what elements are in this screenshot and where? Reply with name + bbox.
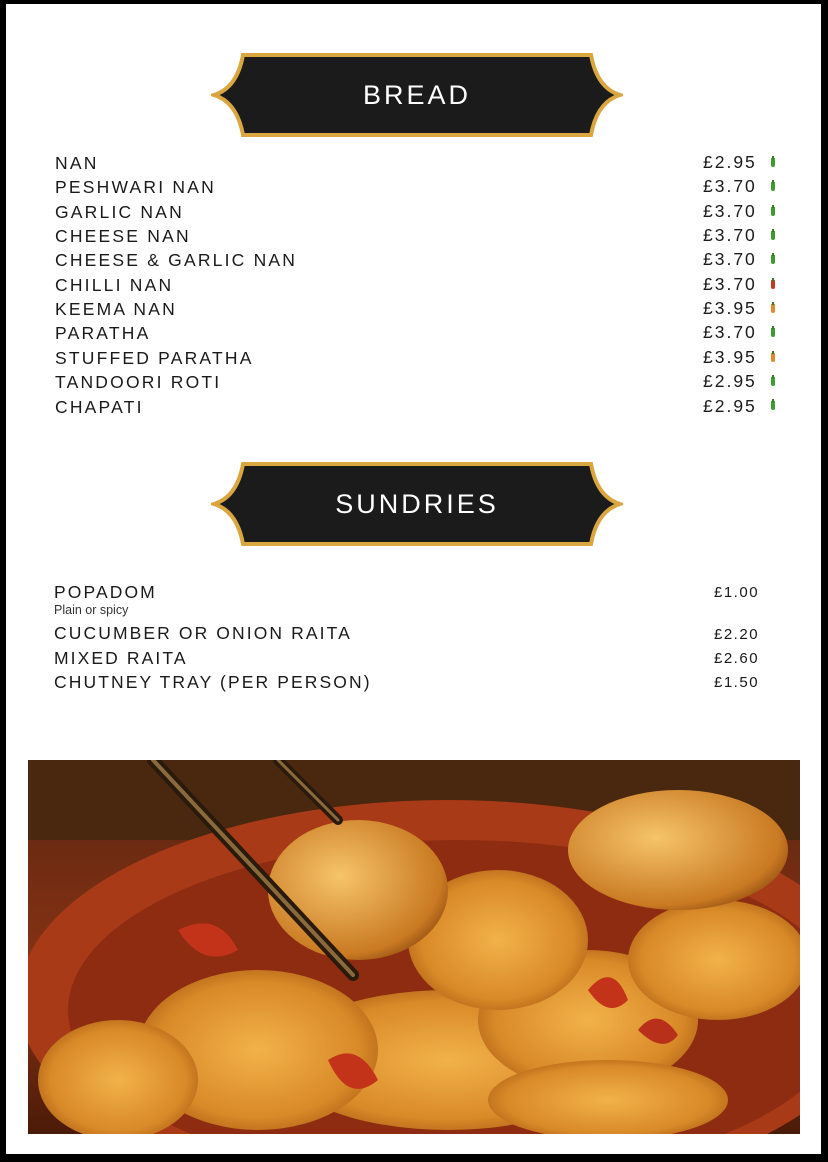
sundries-item-name: CUCUMBER OR ONION RAITA	[54, 623, 352, 643]
bread-item-price: £3.70	[703, 201, 757, 221]
chili-icon	[771, 280, 775, 289]
sundries-item-name: POPADOM	[54, 582, 157, 602]
chili-icon	[771, 377, 775, 386]
sundries-item-price: £2.20	[714, 626, 760, 643]
bread-banner	[211, 52, 623, 138]
menu-page	[6, 4, 821, 1154]
bread-item-price: £2.95	[703, 371, 757, 391]
chili-icon	[771, 207, 775, 216]
sundries-item-note: Plain or spicy	[54, 603, 129, 617]
bread-item-price: £3.70	[703, 225, 757, 245]
bread-item-name: PESHWARI NAN	[55, 177, 216, 197]
bread-item-name: GARLIC NAN	[55, 202, 184, 222]
bread-item-name: PARATHA	[55, 323, 151, 343]
sundries-item-name: CHUTNEY TRAY (PER PERSON)	[54, 672, 372, 692]
bread-item-price: £2.95	[703, 152, 757, 172]
chili-icon	[771, 304, 775, 313]
bread-item-name: CHEESE & GARLIC NAN	[55, 250, 298, 270]
chili-icon	[771, 328, 775, 337]
sundries-item-price: £1.00	[714, 584, 760, 601]
sundries-title: SUNDRIES	[335, 489, 499, 519]
chili-icon	[771, 255, 775, 264]
bread-item-price: £3.70	[703, 176, 757, 196]
bread-item-price: £3.70	[703, 322, 757, 342]
chili-icon	[771, 231, 775, 240]
chili-icon	[771, 182, 775, 191]
sundries-item-price: £1.50	[714, 674, 760, 691]
bread-item-price: £3.95	[703, 298, 757, 318]
sundries-item-price: £2.60	[714, 650, 760, 667]
food-photo-illustration	[28, 760, 800, 1134]
bread-title: BREAD	[362, 80, 472, 110]
bread-item-name: STUFFED PARATHA	[55, 348, 254, 368]
bread-item-name: NAN	[55, 153, 99, 173]
bread-item-name: CHAPATI	[55, 397, 144, 417]
bread-item-price: £3.70	[703, 274, 757, 294]
chili-icon	[771, 353, 775, 362]
chili-icon	[771, 401, 775, 410]
sundries-item-name: MIXED RAITA	[54, 648, 188, 668]
bread-item-name: CHILLI NAN	[55, 275, 174, 295]
food-photo	[28, 760, 800, 1134]
bread-item-price: £3.95	[703, 347, 757, 367]
bread-item-price: £2.95	[703, 396, 757, 416]
bread-item-name: CHEESE NAN	[55, 226, 191, 246]
bread-item-name: TANDOORI ROTI	[55, 372, 222, 392]
bread-item-name: KEEMA NAN	[55, 299, 177, 319]
sundries-banner	[211, 461, 623, 547]
chili-icon	[771, 158, 775, 167]
bread-item-price: £3.70	[703, 249, 757, 269]
